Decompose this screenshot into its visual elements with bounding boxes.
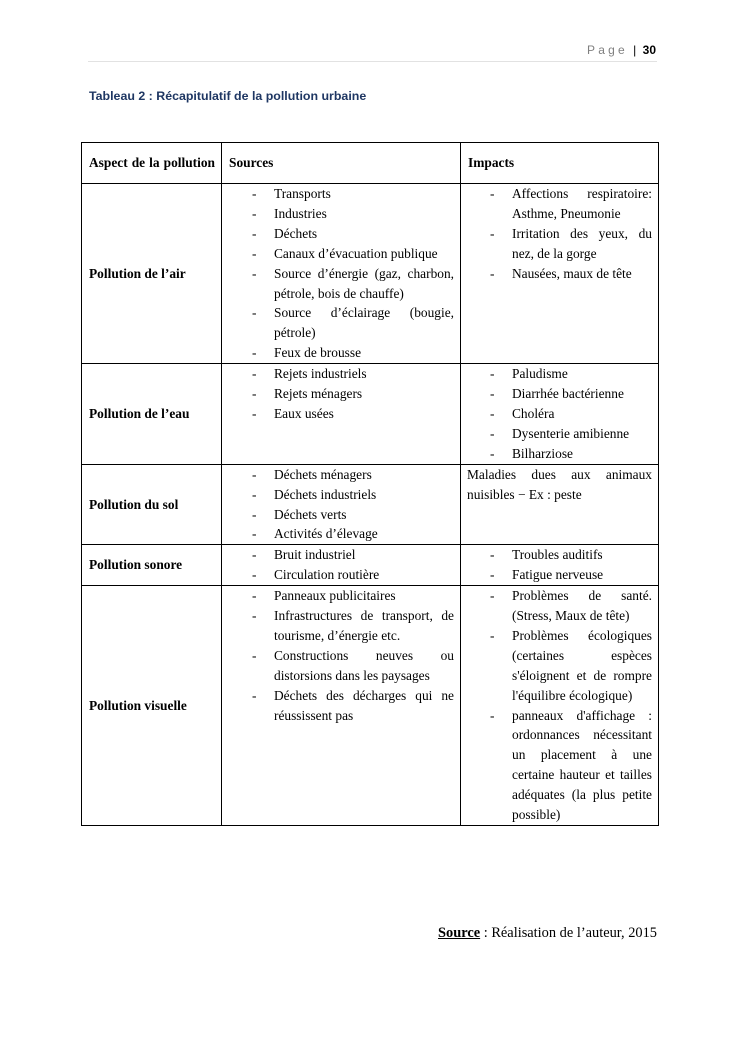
list-item: - Infrastructures de transport, de tourisme, d’énergie etc. [222,606,454,646]
list-item: - Rejets ménagers [222,384,454,404]
list-item: - Circulation routière [222,565,454,585]
table-row [82,586,659,826]
list-item: - Affections respiratoire: Asthme, Pneumonie [461,184,652,224]
table-row [82,545,659,586]
pollution-summary-table [81,142,659,826]
impacts-cell [461,184,659,364]
list-item: - Source d’énergie (gaz, charbon, pétrole, bois de chauffe) [222,264,454,304]
list-item: - Déchets [222,224,454,244]
aspect-cell: Pollution visuelle [82,586,222,826]
table-row [82,464,659,545]
aspect-cell: Pollution sonore [82,545,222,586]
list-item: - Activités d’élevage [222,524,454,544]
sources-cell [222,586,461,826]
table-row [82,364,659,465]
list-item: - Eaux usées [222,404,454,424]
list-item: - Troubles auditifs [461,545,652,565]
list-item: - Choléra [461,404,652,424]
header-divider [88,61,657,62]
sources-cell [222,184,461,364]
page-number: 30 [642,43,656,57]
table-header-row [82,143,659,184]
list-item: - Source d’éclairage (bougie, pétrole) [222,303,454,343]
column-header-sources: Sources [222,143,461,184]
column-header-impacts: Impacts [461,143,659,184]
list-item: - Nausées, maux de tête [461,264,652,284]
impacts-cell [461,545,659,586]
list-item: - panneaux d'affichage : ordonnances nécessitant un placement à une certaine hauteur et tailles adéquates (la plus petite possible) [461,706,652,825]
source-label: Source [438,925,481,941]
list-item: - Irritation des yeux, du nez, de la gorge [461,224,652,264]
list-item: - Panneaux publicitaires [222,586,454,606]
list-item: - Déchets industriels [222,485,454,505]
page-separator: | [633,43,637,57]
column-header-aspect: Aspect de la pollution [82,143,222,184]
sources-cell [222,545,461,586]
list-item: - Déchets verts [222,505,454,525]
source-text: : Réalisation de l’auteur, 2015 [480,925,657,941]
page-label: Page [587,43,628,57]
page-header [587,43,656,57]
list-item: - Déchets des décharges qui ne réussissent pas [222,686,454,726]
aspect-cell: Pollution de l’eau [82,364,222,465]
impacts-text: Maladies dues aux animaux nuisibles − Ex : peste [467,466,652,502]
aspect-cell: Pollution du sol [82,464,222,545]
list-item: - Rejets industriels [222,364,454,384]
list-item: - Diarrhée bactérienne [461,384,652,404]
source-note [438,925,657,942]
sources-cell [222,364,461,465]
list-item: - Déchets ménagers [222,465,454,485]
table-caption: Tableau 2 : Récapitulatif de la pollution urbaine [89,89,367,103]
list-item: - Dysenterie amibienne [461,424,652,444]
table-row [82,184,659,364]
list-item: - Problèmes de santé. (Stress, Maux de tête) [461,586,652,626]
list-item: - Industries [222,204,454,224]
list-item: - Feux de brousse [222,343,454,363]
aspect-cell: Pollution de l’air [82,184,222,364]
impacts-cell [461,364,659,465]
list-item: - Constructions neuves ou distorsions dans les paysages [222,646,454,686]
list-item: - Problèmes écologiques (certaines espèces s'éloignent et de rompre l'équilibre écologique) [461,626,652,706]
list-item: - Paludisme [461,364,652,384]
list-item: - Bilharziose [461,444,652,464]
list-item: - Canaux d’évacuation publique [222,244,454,264]
list-item: - Bruit industriel [222,545,454,565]
list-item: - Fatigue nerveuse [461,565,652,585]
sources-cell [222,464,461,545]
impacts-cell [461,464,659,545]
list-item: - Transports [222,184,454,204]
impacts-cell [461,586,659,826]
